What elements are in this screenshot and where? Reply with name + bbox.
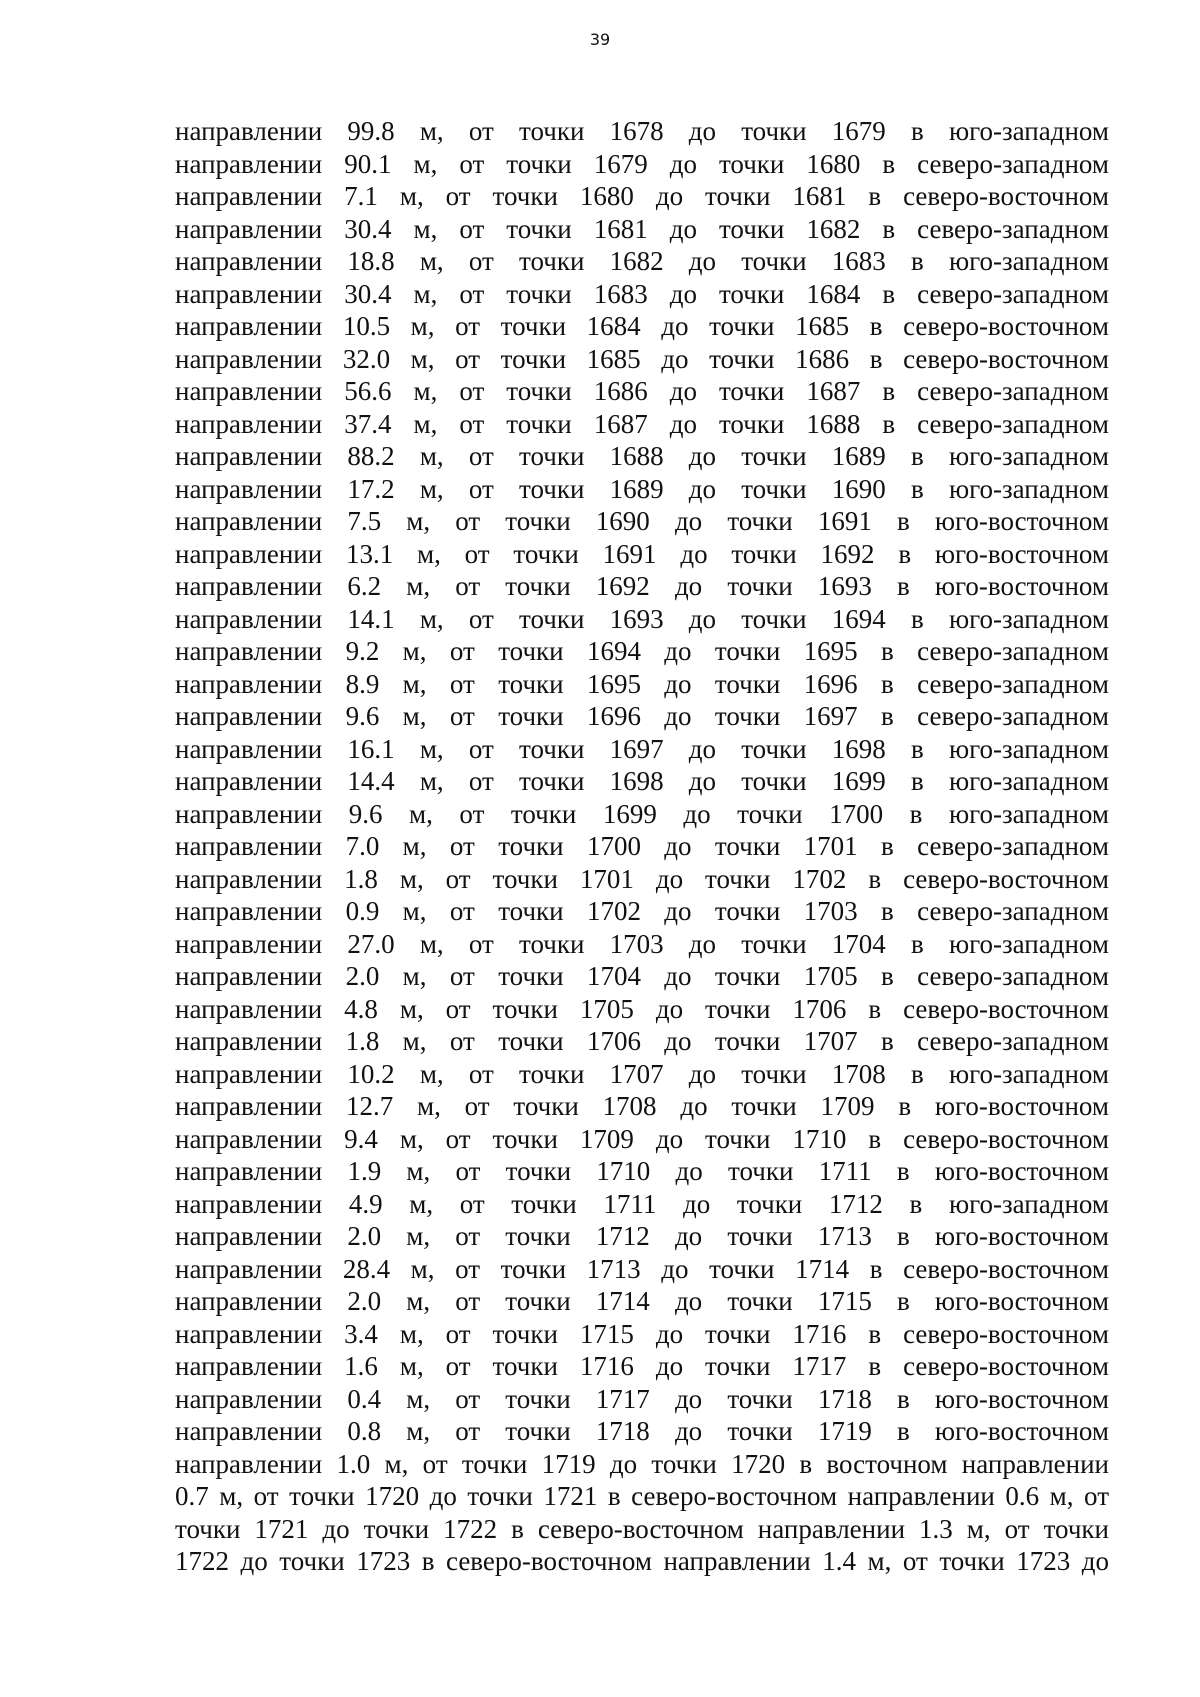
- text-line: направлении 30.4 м, от точки 1683 до точки 1684 в северо-западном: [175, 278, 1109, 309]
- document-body: [175, 115, 1109, 1578]
- text-line: направлении 99.8 м, от точки 1678 до точки 1679 в юго-западном: [175, 116, 1109, 146]
- text-line: направлении 14.1 м, от точки 1693 до точки 1694 в юго-западном: [175, 603, 1109, 634]
- text-line: направлении 4.9 м, от точки 1711 до точки 1712 в юго-западном: [175, 1188, 1109, 1219]
- text-line: направлении 14.4 м, от точки 1698 до точки 1699 в юго-западном: [175, 766, 1109, 796]
- text-line: направлении 0.4 м, от точки 1717 до точки 1718 в юго-восточном: [175, 1383, 1109, 1414]
- text-line: направлении 28.4 м, от точки 1713 до точки 1714 в северо-восточном: [175, 1253, 1109, 1284]
- text-line: направлении 2.0 м, от точки 1714 до точки 1715 в юго-восточном: [175, 1286, 1109, 1316]
- text-line: 0.7 м, от точки 1720 до точки 1721 в северо-восточном направлении 0.6 м, от: [175, 1481, 1109, 1511]
- text-line: направлении 7.1 м, от точки 1680 до точки 1681 в северо-восточном: [175, 181, 1109, 211]
- text-line: направлении 16.1 м, от точки 1697 до точки 1698 в юго-западном: [175, 733, 1109, 764]
- text-line: направлении 9.6 м, от точки 1699 до точки 1700 в юго-западном: [175, 798, 1109, 829]
- text-line: направлении 1.6 м, от точки 1716 до точки 1717 в северо-восточном: [175, 1351, 1109, 1381]
- text-line: направлении 2.0 м, от точки 1712 до точки 1713 в юго-восточном: [175, 1221, 1109, 1251]
- text-line: направлении 4.8 м, от точки 1705 до точки 1706 в северо-восточном: [175, 993, 1109, 1024]
- text-line: направлении 27.0 м, от точки 1703 до точки 1704 в юго-западном: [175, 928, 1109, 959]
- text-line: направлении 12.7 м, от точки 1708 до точки 1709 в юго-восточном: [175, 1091, 1109, 1121]
- text-line: направлении 56.6 м, от точки 1686 до точки 1687 в северо-западном: [175, 376, 1109, 406]
- text-line: направлении 88.2 м, от точки 1688 до точки 1689 в юго-западном: [175, 441, 1109, 471]
- text-line: направлении 1.8 м, от точки 1706 до точки 1707 в северо-западном: [175, 1026, 1109, 1056]
- text-line: 1722 до точки 1723 в северо-восточном направлении 1.4 м, от точки 1723 до: [175, 1546, 1109, 1576]
- text-line: направлении 32.0 м, от точки 1685 до точки 1686 в северо-восточном: [175, 343, 1109, 374]
- text-line: направлении 9.6 м, от точки 1696 до точки 1697 в северо-западном: [175, 701, 1109, 731]
- text-line: направлении 9.4 м, от точки 1709 до точки 1710 в северо-восточном: [175, 1123, 1109, 1154]
- text-line: направлении 0.9 м, от точки 1702 до точки 1703 в северо-западном: [175, 896, 1109, 926]
- text-line: точки 1721 до точки 1722 в северо-восточном направлении 1.3 м, от точки: [175, 1513, 1109, 1544]
- text-line: направлении 2.0 м, от точки 1704 до точки 1705 в северо-западном: [175, 961, 1109, 991]
- text-line: направлении 6.2 м, от точки 1692 до точки 1693 в юго-восточном: [175, 571, 1109, 601]
- text-line: направлении 7.5 м, от точки 1690 до точки 1691 в юго-восточном: [175, 506, 1109, 536]
- text-line: направлении 30.4 м, от точки 1681 до точки 1682 в северо-западном: [175, 213, 1109, 244]
- text-line: направлении 1.8 м, от точки 1701 до точки 1702 в северо-восточном: [175, 863, 1109, 894]
- text-line: направлении 37.4 м, от точки 1687 до точки 1688 в северо-западном: [175, 408, 1109, 439]
- text-line: направлении 0.8 м, от точки 1718 до точки 1719 в юго-восточном: [175, 1416, 1109, 1446]
- text-line: направлении 7.0 м, от точки 1700 до точки 1701 в северо-западном: [175, 831, 1109, 861]
- page-number: 39: [589, 30, 611, 49]
- text-line: направлении 13.1 м, от точки 1691 до точки 1692 в юго-восточном: [175, 538, 1109, 569]
- text-line: направлении 1.0 м, от точки 1719 до точки 1720 в восточном направлении: [175, 1448, 1109, 1479]
- text-line: направлении 17.2 м, от точки 1689 до точки 1690 в юго-западном: [175, 473, 1109, 504]
- text-line: направлении 1.9 м, от точки 1710 до точки 1711 в юго-восточном: [175, 1156, 1109, 1186]
- text-line: направлении 3.4 м, от точки 1715 до точки 1716 в северо-восточном: [175, 1318, 1109, 1349]
- text-line: направлении 18.8 м, от точки 1682 до точки 1683 в юго-западном: [175, 246, 1109, 276]
- text-line: направлении 9.2 м, от точки 1694 до точки 1695 в северо-западном: [175, 636, 1109, 666]
- text-line: направлении 8.9 м, от точки 1695 до точки 1696 в северо-западном: [175, 668, 1109, 699]
- text-line: направлении 10.5 м, от точки 1684 до точки 1685 в северо-восточном: [175, 311, 1109, 341]
- text-line: направлении 90.1 м, от точки 1679 до точки 1680 в северо-западном: [175, 148, 1109, 179]
- text-line: направлении 10.2 м, от точки 1707 до точки 1708 в юго-западном: [175, 1058, 1109, 1089]
